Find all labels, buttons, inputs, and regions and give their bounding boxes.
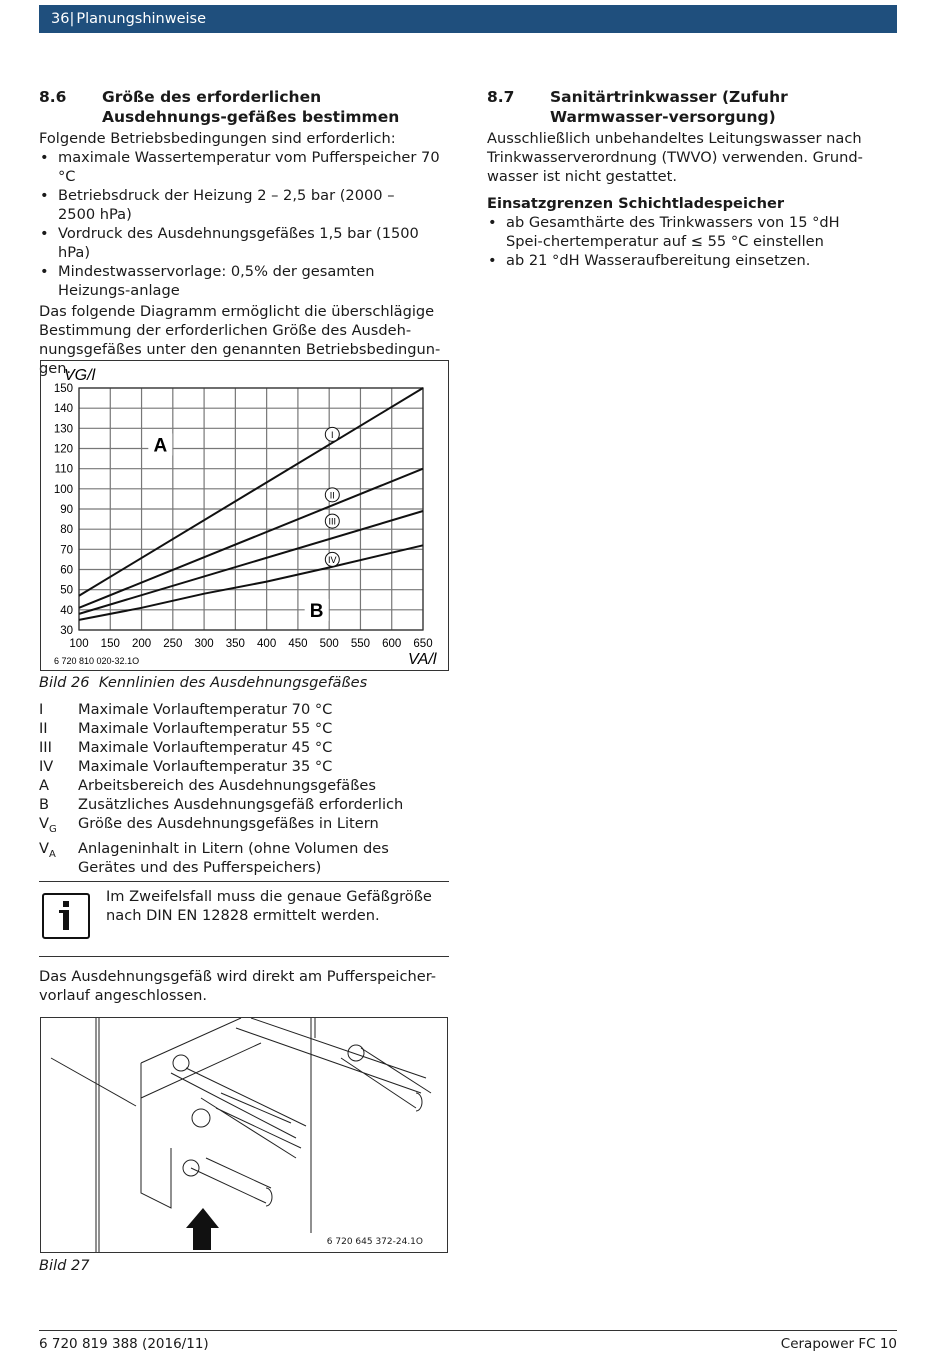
region-label: A <box>153 435 168 457</box>
section-title: Sanitärtrinkwasser (Zufuhr Warmwasser-versorgung) <box>550 88 788 126</box>
legend-key <box>39 795 78 814</box>
legend-key <box>39 776 78 795</box>
y-tick-label: 40 <box>60 604 73 617</box>
y-tick-label: 150 <box>53 383 73 395</box>
page-header: 36| Planungshinweise <box>39 5 897 33</box>
info-note: Im Zweifelsfall muss die genaue Gefäßgröße nach DIN EN 12828 ermittelt werden. <box>106 888 432 924</box>
document-number: 6 720 819 388 (2016/11) <box>39 1336 209 1352</box>
section-8-6-body <box>39 129 451 378</box>
section-title: Größe des erforderlichen Ausdehnungs-gefäßes bestimmen <box>102 88 400 126</box>
x-tick-label: 400 <box>257 638 277 650</box>
figure-id: 6 720 810 020-32.1O <box>54 656 140 666</box>
section-number: 8.6 <box>39 88 67 106</box>
x-tick-label: 550 <box>350 638 371 650</box>
legend-text: Maximale Vorlauftemperatur 70 °C <box>78 701 333 718</box>
legend-key-subscript: G <box>48 823 57 835</box>
x-tick-label: 500 <box>319 638 339 650</box>
legend-key-subscript: A <box>48 848 56 860</box>
legend-row <box>39 738 451 757</box>
legend-text: Maximale Vorlauftemperatur 35 °C <box>78 758 333 775</box>
page-number: 36 <box>51 11 70 27</box>
x-tick-label: 300 <box>194 638 214 650</box>
subheading: Einsatzgrenzen Schichtladespeicher <box>487 195 785 212</box>
series-line-I <box>79 388 423 596</box>
legend-key-text: V <box>39 815 49 832</box>
y-tick-label: 50 <box>60 584 73 597</box>
list-item: • ab 21 °dH Wasseraufbereitung einsetzen. <box>487 251 877 270</box>
list-item: • Mindestwasservorlage: 0,5% der gesamten Heizungs-anlage <box>39 262 451 300</box>
section-number: 8.7 <box>487 88 515 106</box>
list-item: • Vordruck des Ausdehnungsgefäßes 1,5 bar (1500 hPa) <box>39 224 451 262</box>
legend-text: Arbeitsbereich des Ausdehnungsgefäßes <box>78 777 376 794</box>
figure-27-illustration <box>40 1017 448 1253</box>
legend-key-text: II <box>39 720 48 737</box>
legend-key <box>39 839 78 877</box>
expansion-vessel-chart <box>40 360 449 671</box>
legend-key <box>39 719 78 738</box>
x-tick-label: 250 <box>163 638 183 650</box>
requirements-list <box>39 148 451 300</box>
region-label: B <box>309 600 324 622</box>
legend-row <box>39 839 451 877</box>
x-tick-label: 350 <box>225 638 245 650</box>
product-name: Cerapower FC 10 <box>780 1336 897 1352</box>
flow-arrow-icon <box>186 1208 219 1250</box>
page-footer <box>39 1330 897 1354</box>
legend-key-text: B <box>39 796 50 813</box>
paragraph: Ausschließlich unbehandeltes Leitungswasser nach Trinkwasserverordnung (TWVO) verwenden. Grund-wasser ist nicht gestattet. <box>487 130 863 185</box>
legend-key-text: I <box>39 701 44 718</box>
figure-26-caption <box>39 673 367 692</box>
x-tick-label: 600 <box>382 638 402 650</box>
x-tick-label: 450 <box>288 638 308 650</box>
series-label: I <box>331 429 334 440</box>
legend-key <box>39 700 78 719</box>
legend-row <box>39 719 451 738</box>
figure-caption: Kennlinien des Ausdehnungsgefäßes <box>98 674 368 691</box>
connection-drawing <box>41 1018 447 1252</box>
legend-key <box>39 814 78 839</box>
divider <box>39 881 449 882</box>
series-line-II <box>79 469 423 608</box>
legend-key-text: V <box>39 839 49 857</box>
section-8-7-heading <box>487 87 899 127</box>
series-label: III <box>328 516 337 527</box>
divider <box>39 956 449 957</box>
legend-text: Maximale Vorlauftemperatur 45 °C <box>78 739 333 756</box>
series-label: II <box>329 490 335 501</box>
y-tick-label: 100 <box>53 483 73 496</box>
y-tick-label: 120 <box>53 443 73 456</box>
legend-key <box>39 757 78 776</box>
chart-svg <box>40 360 448 670</box>
figure-id: 6 720 645 372-24.1O <box>326 1237 423 1247</box>
legend-row <box>39 776 451 795</box>
y-tick-label: 110 <box>54 463 73 476</box>
series-label: IV <box>328 554 337 565</box>
series-line-IV <box>79 545 423 620</box>
x-axis-label: VA/l <box>408 651 437 668</box>
list-item: • Betriebsdruck der Heizung 2 – 2,5 bar (2000 – 2500 hPa) <box>39 186 451 224</box>
y-tick-label: 140 <box>53 403 73 416</box>
legend-key-text: A <box>39 777 49 794</box>
legend-row <box>39 814 451 839</box>
y-tick-label: 70 <box>60 544 73 557</box>
paragraph: Das Ausdehnungsgefäß wird direkt am Pufferspeicher-vorlauf angeschlossen. <box>39 968 437 1004</box>
paragraph: Das folgende Diagramm ermöglicht die überschlägige Bestimmung der erforderlichen Größe des Ausdeh-nungsgefäßes unter den genannten Betriebsbedingun-gen. <box>39 303 441 377</box>
x-tick-label: 150 <box>100 638 120 650</box>
legend-key-text: IV <box>39 758 54 775</box>
legend-text: Zusätzliches Ausdehnungsgefäß erforderlich <box>78 796 404 813</box>
info-icon <box>42 893 90 939</box>
legend-key <box>39 738 78 757</box>
series-line-III <box>79 511 423 614</box>
list-item: • maximale Wassertemperatur vom Pufferspeicher 70 °C <box>39 148 451 186</box>
limits-list <box>487 213 877 270</box>
figure-27-caption: Bild 27 <box>39 1257 90 1274</box>
y-tick-label: 80 <box>60 524 73 537</box>
legend-row <box>39 757 451 776</box>
intro-text: Folgende Betriebsbedingungen sind erforderlich: <box>39 130 396 147</box>
list-item: • ab Gesamthärte des Trinkwassers von 15 °dH Spei-chertemperatur auf ≤ 55 °C einstellen <box>487 213 877 251</box>
legend-row <box>39 795 451 814</box>
figure-label: Bild 26 <box>39 674 90 691</box>
legend-text: Größe des Ausdehnungsgefäßes in Litern <box>78 815 379 832</box>
x-tick-label: 200 <box>131 638 152 650</box>
y-tick-label: 90 <box>60 504 73 516</box>
legend-text: Anlageninhalt in Litern (ohne Volumen des Gerätes und des Pufferspeichers) <box>78 839 389 876</box>
y-tick-label: 130 <box>53 423 73 436</box>
x-tick-label: 100 <box>69 638 89 650</box>
y-tick-label: 60 <box>60 564 73 577</box>
chart-legend <box>39 700 451 877</box>
x-tick-label: 650 <box>413 638 433 650</box>
y-tick-label: 30 <box>60 625 73 637</box>
y-axis-label: VG/l <box>64 367 96 384</box>
section-8-6-heading <box>39 87 449 127</box>
section-8-7-body <box>487 129 877 270</box>
legend-key-text: III <box>39 739 52 756</box>
header-section: Planungshinweise <box>76 11 207 27</box>
legend-text: Maximale Vorlauftemperatur 55 °C <box>78 720 333 737</box>
legend-row <box>39 700 451 719</box>
